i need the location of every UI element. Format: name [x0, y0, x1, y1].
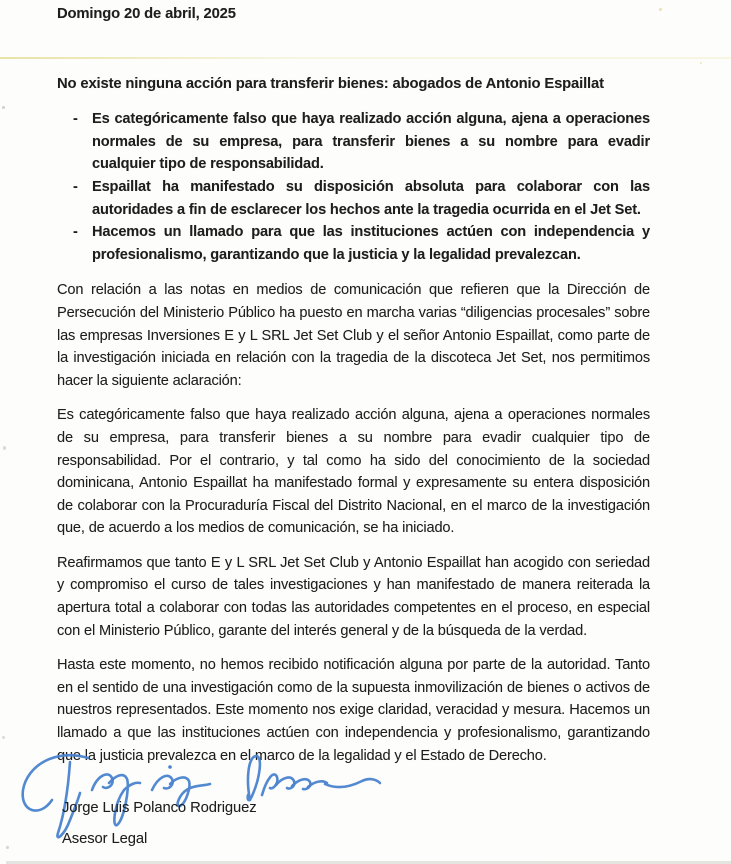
signatory-role: Asesor Legal [62, 831, 148, 847]
bullet-list [57, 108, 650, 266]
dash-bullet-icon: - [73, 111, 78, 128]
bullet-text: Hacemos un llamado para que las instituciones actúen con independencia y profesionalismo, garantizando que la justicia y la legalidad prevalezcan. [92, 224, 650, 263]
paragraph: Es categóricamente falso que haya realizado acción alguna, ajena a operaciones normales de su empresa, para transferir bienes a su nombre para evadir cualquier tipo de responsabilidad. Por el contrario, y tal como ha sido del conocimiento de la sociedad dominicana, Antonio Espaillat ha manifestado formal y expresamente su entera disposición de colaborar con la Procuraduría Fiscal del Distrito Nacional, en el marco de la investigación que, de acuerdo a los medios de comunicación, se ha iniciado. [57, 407, 650, 537]
scan-speck [700, 62, 702, 64]
scan-speck [659, 8, 662, 11]
list-item [73, 221, 650, 266]
scan-speck [2, 736, 5, 739]
paragraph: Reafirmamos que tanto E y L SRL Jet Set Club y Antonio Espaillat han acogido con seriedad y compromiso el curso de tales investigaciones y han manifestado de manera reiterada la apertura total a colaborar con todas las autoridades competentes en el proceso, en especial con el Ministerio Público, garante del interés general y de la búsqueda de la verdad. [57, 554, 650, 639]
bullet-text: Espaillat ha manifestado su disposición absoluta para colaborar con las autoridades a fin de esclarecer los hechos ante la tragedia ocurrida en el Jet Set. [92, 178, 650, 218]
scan-speck [6, 846, 9, 849]
dash-bullet-icon: - [73, 224, 78, 241]
scan-speck [3, 446, 6, 450]
dash-bullet-icon: - [73, 178, 78, 195]
list-item [73, 108, 650, 176]
letter-title: No existe ninguna acción para transferir bienes: abogados de Antonio Espaillat [57, 75, 604, 92]
paragraph: Con relación a las notas en medios de comunicación que refieren que la Dirección de Persecución del Ministerio Público ha puesto en marcha varias “diligencias procesales” sobre las empresas Inversiones E y L SRL Jet Set Club y el señor Antonio Espaillat, como parte de la investigación iniciada en relación con la tragedia de la discoteca Jet Set, nos permitimos hacer la siguiente aclaración: [57, 282, 650, 389]
signatory-name: Jorge Luis Polanco Rodriguez [62, 800, 257, 816]
paragraph: Hasta este momento, no hemos recibido notificación alguna por parte de la autoridad. Tanto en el sentido de una investigación como de la supuesta inmovilización de bienes o activos de nuestros representados. Este momento nos exige claridad, veracidad y mesura. Hacemos un llamado a que las instituciones actúen con independencia y profesionalismo, garantizando que la justicia prevalezca en el marco de la legalidad y el Estado de Derecho. [57, 657, 650, 764]
letter-date: Domingo 20 de abril, 2025 [57, 6, 236, 22]
bullet-text: Es categóricamente falso que haya realizado acción alguna, ajena a operaciones normales de su empresa, para transferir bienes a su nombre para evadir cualquier tipo de responsabilidad. [92, 111, 650, 173]
list-item [73, 176, 650, 221]
paragraph-block [57, 279, 650, 767]
ink-dot [168, 765, 172, 769]
letter-body [57, 3, 650, 779]
scan-speck [2, 106, 5, 109]
